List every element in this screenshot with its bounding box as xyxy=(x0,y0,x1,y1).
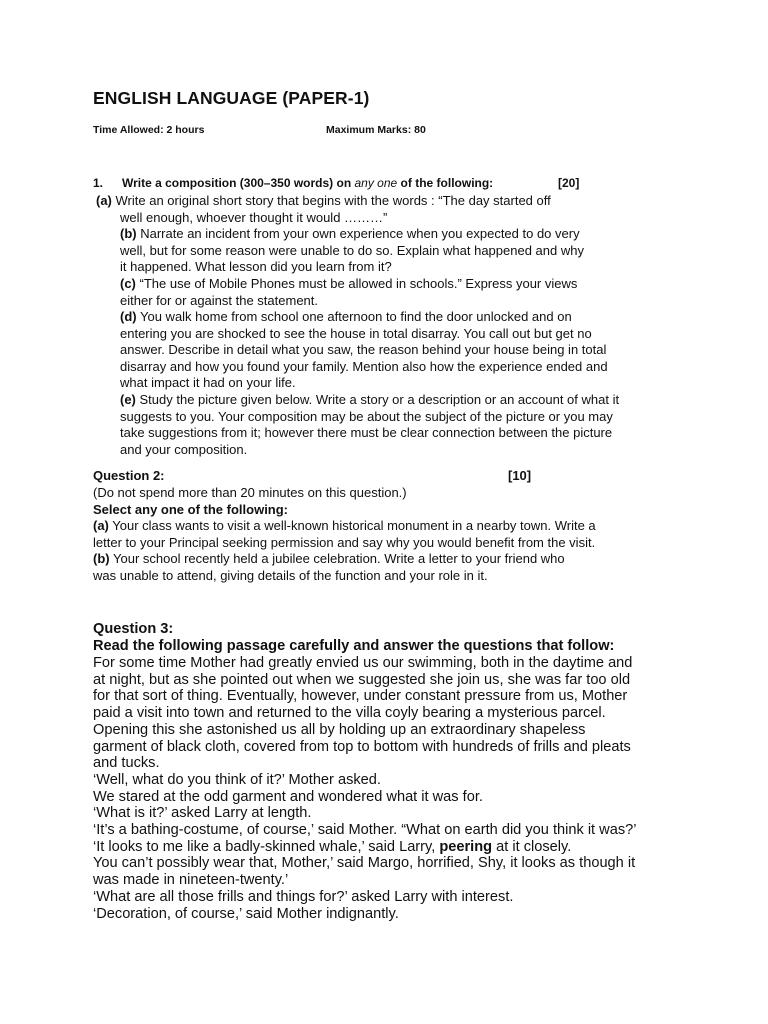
q1-item-c-label: (c) xyxy=(120,276,136,291)
q3-instruction: Read the following passage carefully and answer the questions that follow: xyxy=(93,638,615,654)
q1-item-d-line: answer. Describe in detail what you saw, the reason behind your house being in total xyxy=(120,342,607,358)
q2-item-b-line: was unable to attend, giving details of the function and your role in it. xyxy=(93,567,488,583)
passage-line: ‘It’s a bathing-costume, of course,’ said Mother. “What on earth did you think it was?’ xyxy=(93,822,637,839)
passage-line: ‘Decoration, of course,’ said Mother indignantly. xyxy=(93,905,399,922)
q2-heading: Question 2: xyxy=(93,468,165,483)
q1-item-c xyxy=(120,276,577,309)
q1-heading xyxy=(122,176,493,190)
maximum-marks: Maximum Marks: 80 xyxy=(326,124,426,136)
q2-item-a-label: (a) xyxy=(93,518,109,533)
q1-item-c-line: “The use of Mobile Phones must be allowed in schools.” Express your views xyxy=(139,276,578,291)
q1-item-a-line: well enough, whoever thought it would ………” xyxy=(120,209,388,225)
q1-item-e-label: (e) xyxy=(120,392,136,407)
q1-item-b-label: (b) xyxy=(120,226,137,241)
passage-line: We stared at the odd garment and wondered what it was for. xyxy=(93,788,483,805)
passage-peering-bold: peering xyxy=(439,838,493,855)
q1-item-b-line: Narrate an incident from your own experience when you expected to do very xyxy=(140,226,580,241)
q1-heading-emphasis: any one xyxy=(354,176,398,190)
passage-line: You can’t possibly wear that, Mother,’ said Margo, horrified, Shy, it looks as though it xyxy=(93,855,636,872)
time-allowed: Time Allowed: 2 hours xyxy=(93,124,205,136)
q1-item-e-line: take suggestions from it; however there must be clear connection between the picture xyxy=(120,425,613,441)
passage-line: and tucks. xyxy=(93,755,160,772)
passage-peering-pre: ‘It looks to me like a badly-skinned whale,’ said Larry, xyxy=(93,838,440,855)
passage-peering-post: at it closely. xyxy=(492,838,572,855)
q1-item-b-line: well, but for some reason were unable to do so. Explain what happened and why xyxy=(120,242,584,258)
q1-item-a-label: (a) xyxy=(96,193,112,208)
q1-item-c-line: either for or against the statement. xyxy=(120,292,318,308)
q1-item-e-line: suggests to you. Your composition may be about the subject of the picture or you may xyxy=(120,408,613,424)
q2-item-a-line: Your class wants to visit a well-known historical monument in a nearby town. Write a xyxy=(112,518,596,533)
q1-item-d-line: entering you are shocked to see the house in total disarray. You call out but get no xyxy=(120,325,592,341)
passage-line: for that sort of thing. Eventually, however, under constant pressure from us, Mother xyxy=(93,688,628,705)
q1-item-d xyxy=(120,309,608,392)
q2-item-b-line: Your school recently held a jubilee celebration. Write a letter to your friend who xyxy=(113,551,565,566)
q1-item-b xyxy=(120,226,584,276)
q3-passage xyxy=(93,655,636,922)
q1-heading-pre: Write a composition (300–350 words) on xyxy=(122,176,355,190)
passage-line: ‘What are all those frills and things for?’ asked Larry with interest. xyxy=(93,888,514,905)
q1-item-a-line: Write an original short story that begins with the words : “The day started off xyxy=(115,193,551,208)
q1-item-b-line: it happened. What lesson did you learn from it? xyxy=(120,259,392,275)
page-title: ENGLISH LANGUAGE (PAPER-1) xyxy=(93,88,370,108)
q1-marks: [20] xyxy=(558,176,580,190)
passage-line: garment of black cloth, covered from top to bottom with hundreds of frills and pleats xyxy=(93,738,631,755)
q3-heading: Question 3: xyxy=(93,621,174,637)
q1-item-e-line: and your composition. xyxy=(120,441,248,457)
q1-item-d-line: You walk home from school one afternoon to find the door unlocked and on xyxy=(140,309,572,324)
q1-item-e xyxy=(120,392,619,458)
q2-item-b-label: (b) xyxy=(93,551,110,566)
passage-line: For some time Mother had greatly envied us our swimming, both in the daytime and xyxy=(93,655,633,671)
passage-line: at night, but as she pointed out when we suggested she join us, she was far too old xyxy=(93,671,631,688)
q1-item-d-line: what impact it had on your life. xyxy=(120,375,296,391)
q2-marks: [10] xyxy=(508,468,532,483)
q1-item-e-line: Study the picture given below. Write a story or a description or an account of what it xyxy=(139,392,620,407)
q1-item-d-line: disarray and how you found your family. Mention also how the experience ended and xyxy=(120,358,608,374)
q1-number: 1. xyxy=(93,176,104,190)
passage-line-peering xyxy=(93,839,636,856)
q2-select-instruction: Select any one of the following: xyxy=(93,502,289,517)
passage-line: ‘What is it?’ asked Larry at length. xyxy=(93,805,312,822)
passage-line: was made in nineteen-twenty.’ xyxy=(93,872,289,889)
q2-item-a xyxy=(93,518,596,552)
q2-item-a-line: letter to your Principal seeking permission and say why you would benefit from the visit. xyxy=(93,534,596,550)
q1-item-d-label: (d) xyxy=(120,309,137,324)
passage-line: paid a visit into town and returned to the villa coyly bearing a mysterious parcel. xyxy=(93,705,606,722)
q1-item-a xyxy=(96,193,551,226)
q1-heading-post: of the following: xyxy=(397,176,494,190)
q2-item-b xyxy=(93,551,565,585)
passage-line: ‘Well, what do you think of it?’ Mother asked. xyxy=(93,771,381,788)
q2-note: (Do not spend more than 20 minutes on this question.) xyxy=(93,485,407,500)
passage-line: Opening this she astonished us all by holding up an extraordinary shapeless xyxy=(93,721,586,738)
